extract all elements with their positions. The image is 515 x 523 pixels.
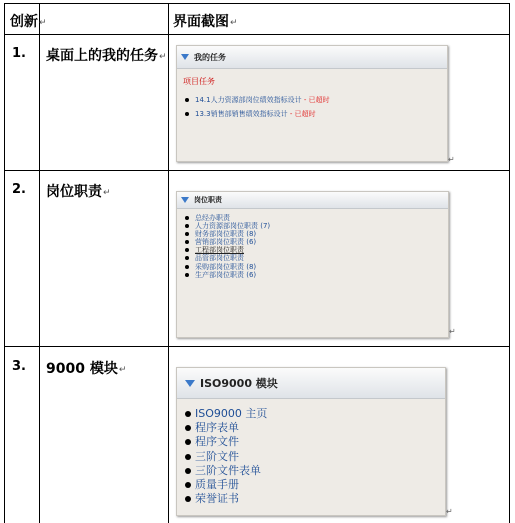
iso9000-panel	[176, 367, 446, 516]
table-rule	[39, 3, 40, 523]
panel-title: 岗位职责	[194, 196, 222, 204]
header-innovation-label: 创新	[10, 14, 38, 30]
overdue-status: - 已超时	[287, 110, 316, 118]
iso-item[interactable]: 荣誉证书	[183, 492, 439, 506]
header-screenshot-label: 界面截图	[173, 14, 229, 30]
my-tasks-panel	[176, 45, 448, 162]
task-item[interactable]	[183, 107, 441, 121]
row-title	[46, 181, 111, 201]
paragraph-mark: ↵	[159, 52, 167, 62]
row-number: 2.	[12, 182, 26, 197]
task-item[interactable]	[183, 93, 441, 107]
iso-item[interactable]: 程序表单	[183, 421, 439, 435]
duties-list	[183, 214, 442, 279]
row-title-text: 9000 模块	[46, 361, 118, 377]
row-title-text: 桌面上的我的任务	[46, 48, 158, 64]
duty-item[interactable]: 总经办职责	[183, 214, 442, 222]
row-number: 3.	[12, 359, 26, 374]
header-screenshot	[173, 11, 238, 31]
project-tasks-heading: 项目任务	[183, 77, 215, 86]
table-rule	[4, 34, 510, 35]
iso-item[interactable]: 三阶文件	[183, 450, 439, 464]
duty-item[interactable]: 营销部岗位职责 (6)	[183, 238, 442, 246]
table-rule	[168, 3, 169, 523]
duties-panel	[176, 191, 449, 338]
panel-header	[177, 368, 445, 399]
iso-item[interactable]: ISO9000 主页	[183, 407, 439, 421]
duty-item[interactable]: 品管部岗位职责	[183, 254, 442, 262]
collapse-triangle-icon[interactable]	[181, 54, 189, 60]
iso-item[interactable]: 三阶文件表单	[183, 464, 439, 478]
duty-item[interactable]: 财务部岗位职责 (8)	[183, 230, 442, 238]
paragraph-mark: ↵	[230, 18, 238, 28]
task-link[interactable]: 13.3销售部销售绩效指标设计	[195, 110, 288, 118]
paragraph-mark: ↵	[103, 188, 111, 198]
panel-title: 我的任务	[194, 52, 226, 62]
paragraph-mark: ↵	[448, 155, 455, 164]
table-rule	[4, 3, 5, 523]
collapse-triangle-icon[interactable]	[185, 380, 195, 387]
paragraph-mark: ↵	[39, 18, 47, 28]
duty-item[interactable]: 采购部岗位职责 (8)	[183, 263, 442, 271]
paragraph-mark: ↵	[446, 507, 453, 516]
duty-item[interactable]: 工程部岗位职责	[183, 246, 442, 254]
table-rule	[4, 170, 510, 171]
iso-item[interactable]: 程序文件	[183, 435, 439, 449]
paragraph-mark: ↵	[449, 327, 456, 336]
row-title	[46, 358, 126, 378]
panel-title: ISO9000 模块	[200, 377, 278, 390]
row-title	[46, 45, 167, 65]
table-rule	[4, 3, 510, 4]
row-title-text: 岗位职责	[46, 184, 102, 200]
duty-item[interactable]: 生产部岗位职责 (6)	[183, 271, 442, 279]
duty-item[interactable]: 人力资源部岗位职责 (7)	[183, 222, 442, 230]
iso-module-list	[183, 407, 439, 506]
task-link[interactable]: 14.1人力资源部岗位绩效指标设计	[195, 96, 302, 104]
panel-header	[177, 192, 448, 209]
table-rule	[509, 3, 510, 523]
overdue-status: - 已超时	[301, 96, 330, 104]
table-rule	[4, 346, 510, 347]
panel-header	[177, 46, 447, 69]
iso-item[interactable]: 质量手册	[183, 478, 439, 492]
collapse-triangle-icon[interactable]	[181, 197, 189, 203]
header-innovation	[10, 11, 47, 31]
paragraph-mark: ↵	[118, 365, 127, 375]
task-list	[183, 93, 441, 121]
row-number: 1.	[12, 46, 26, 61]
